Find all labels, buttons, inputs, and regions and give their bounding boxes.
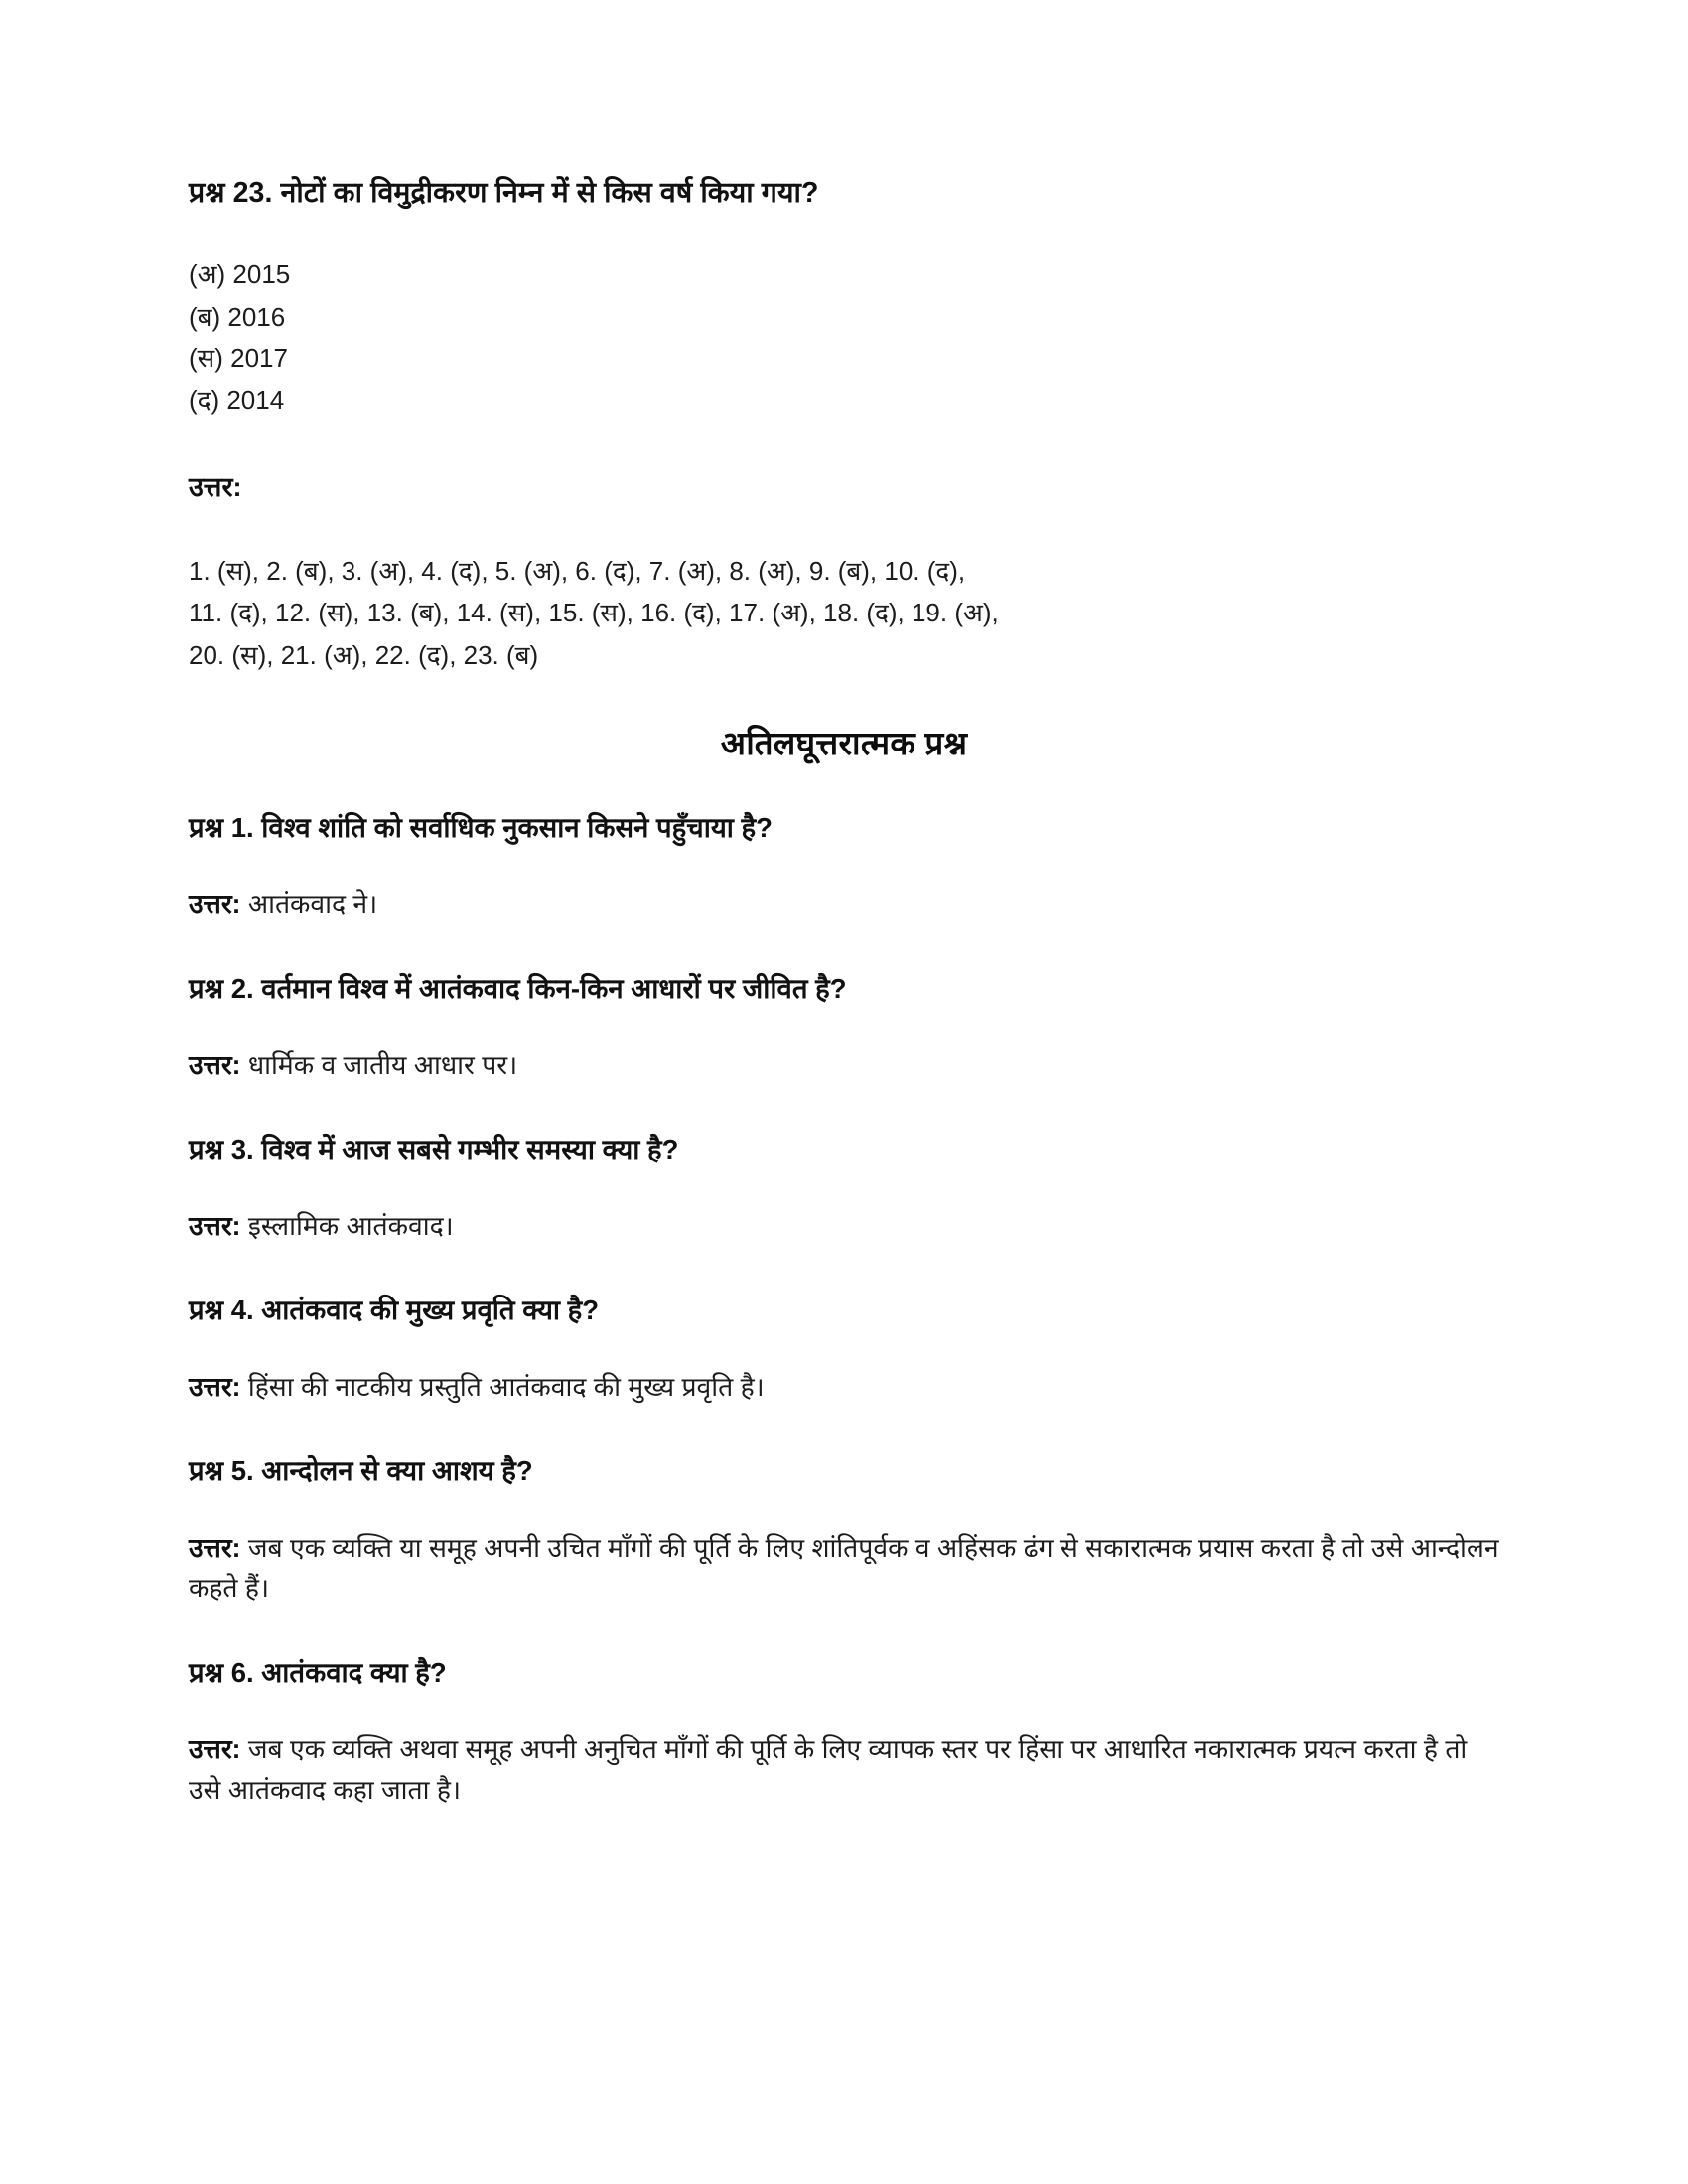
mcq-option-b: (ब) 2016	[189, 301, 286, 332]
qa-question-2: प्रश्न 2. वर्तमान विश्व में आतंकवाद किन-किन आधारों पर जीवित है?	[189, 973, 847, 1005]
answer-text-2: धार्मिक व जातीय आधार पर।	[240, 1049, 518, 1080]
answer-text-4: हिंसा की नाटकीय प्रस्तुति आतंकवाद की मुख्य प्रवृति है।	[240, 1371, 765, 1402]
qa-answer-2	[189, 1045, 1499, 1086]
answer-key-line-1: 1. (स), 2. (ब), 3. (अ), 4. (द), 5. (अ), 6. (द), 7. (अ), 8. (अ), 9. (ब), 10. (द),	[189, 555, 966, 586]
mcq-option-a: (अ) 2015	[189, 259, 291, 290]
answer-key-line-3: 20. (स), 21. (अ), 22. (द), 23. (ब)	[189, 639, 539, 670]
answer-prefix-6: उत्तर:	[189, 1734, 241, 1765]
qa-block-5	[189, 1452, 1499, 1609]
answer-key-list	[189, 550, 1360, 676]
qa-question-5: प्रश्न 5. आन्दोलन से क्या आशय है?	[189, 1455, 533, 1487]
section-title: अतिलघूत्तरात्मक प्रश्न	[720, 725, 968, 762]
qa-answer-4	[189, 1367, 1499, 1408]
answer-text-3: इस्लामिक आतंकवाद।	[240, 1210, 454, 1241]
qa-question-1: प्रश्न 1. विश्व शांति को सर्वाधिक नुकसान किसने पहुँचाया है?	[189, 812, 773, 844]
qa-answer-6	[189, 1729, 1499, 1811]
qa-block-3	[189, 1131, 1499, 1247]
answer-prefix-1: उत्तर:	[189, 888, 241, 919]
qa-block-4	[189, 1292, 1499, 1408]
answer-prefix-4: उत्तर:	[189, 1371, 241, 1402]
mcq-options-list	[189, 253, 1499, 420]
qa-question-6: प्रश्न 6. आतंकवाद क्या है?	[189, 1657, 447, 1689]
qa-answer-3	[189, 1206, 1499, 1247]
answer-text-6: जब एक व्यक्ति अथवा समूह अपनी अनुचित माँगों की पूर्ति के लिए व्यापक स्तर पर हिंसा पर आधारित नकारात्मक प्रयत्न करता है तो उसे आतंकवाद कहा जाता है।	[189, 1734, 1468, 1806]
answer-text-1: आतंकवाद ने।	[240, 888, 378, 919]
answer-text-5: जब एक व्यक्ति या समूह अपनी उचित माँगों की पूर्ति के लिए शांतिपूर्वक व अहिंसक ढंग से सकारात्मक प्रयास करता है तो उसे आन्दोलन कहते हैं।	[189, 1532, 1499, 1604]
answer-prefix-5: उत्तर:	[189, 1532, 241, 1563]
qa-block-1	[189, 809, 1499, 925]
mcq-question-23: प्रश्न 23. नोटों का विमुद्रीकरण निम्न में से किस वर्ष किया गया?	[189, 177, 819, 208]
answer-key-line-2: 11. (द), 12. (स), 13. (ब), 14. (स), 15. (स), 16. (द), 17. (अ), 18. (द), 19. (अ),	[189, 598, 999, 628]
answer-key-label: उत्तर:	[189, 472, 242, 502]
qa-block-6	[189, 1654, 1499, 1811]
qa-block-2	[189, 970, 1499, 1086]
qa-answer-5	[189, 1528, 1499, 1609]
document-body	[189, 174, 1499, 1811]
mcq-option-c: (स) 2017	[189, 342, 288, 373]
qa-question-4: प्रश्न 4. आतंकवाद की मुख्य प्रवृति क्या है?	[189, 1295, 600, 1326]
qa-answer-1	[189, 885, 1499, 925]
answer-prefix-3: उत्तर:	[189, 1210, 241, 1241]
mcq-option-d: (द) 2014	[189, 384, 285, 415]
qa-question-3: प्रश्न 3. विश्व में आज सबसे गम्भीर समस्या क्या है?	[189, 1134, 679, 1165]
answer-prefix-2: उत्तर:	[189, 1049, 241, 1080]
